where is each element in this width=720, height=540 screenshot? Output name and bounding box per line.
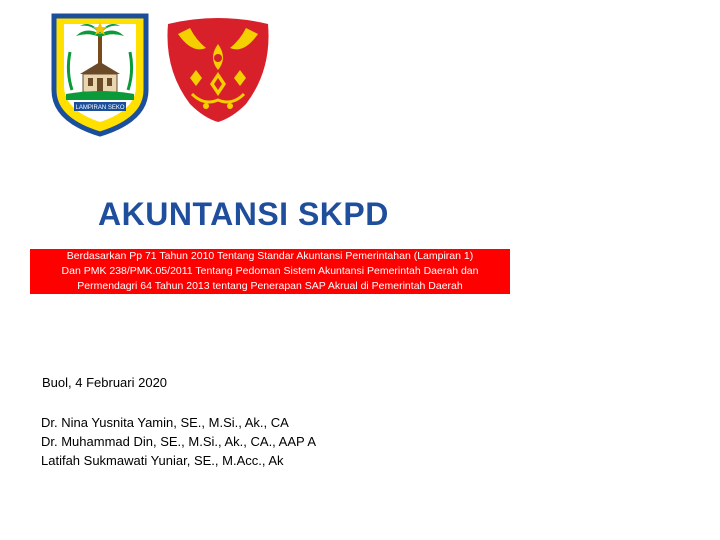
subtitle-banner xyxy=(30,249,510,294)
date-location: Buol, 4 Februari 2020 xyxy=(42,375,168,390)
author-name: Dr. Nina Yusnita Yamin, SE., M.Si., Ak., CA xyxy=(41,415,289,430)
subtitle-line: Permendagri 64 Tahun 2013 tentang Penerapan SAP Akrual di Pemerintah Daerah xyxy=(77,280,463,292)
author-name: Dr. Muhammad Din, SE., M.Si., Ak., CA., AAP A xyxy=(41,434,317,449)
university-emblem-icon xyxy=(162,14,274,126)
page-title: AKUNTANSI SKPD xyxy=(98,196,389,232)
subtitle-line: Berdasarkan Pp 71 Tahun 2010 Tentang Standar Akuntansi Pemerintahan (Lampiran 1) xyxy=(66,250,474,262)
emblem-banner-text: LAMPIRAN SEKO xyxy=(75,105,125,111)
regency-emblem-icon xyxy=(50,12,150,137)
author-name: Latifah Sukmawati Yuniar, SE., M.Acc., Ak xyxy=(41,453,284,468)
author-list xyxy=(41,413,316,470)
subtitle-line: Dan PMK 238/PMK.05/2011 Tentang Pedoman Sistem Akuntansi Pemerintah Daerah dan xyxy=(61,265,479,277)
